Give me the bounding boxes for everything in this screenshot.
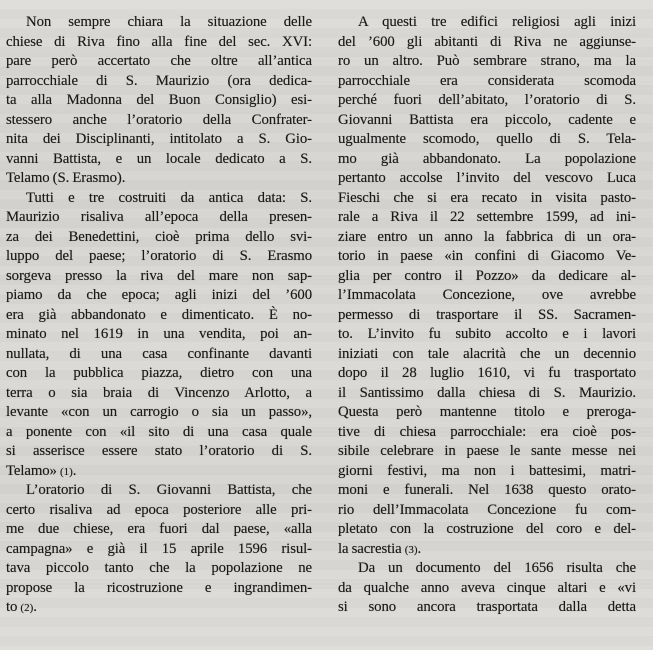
text-line: parrocchiale di S. Maurizio (ora dedica-: [6, 72, 312, 89]
text-line: chiese di Riva fino alla fine del sec. XVI:: [6, 33, 312, 50]
text-line: sorgeva presso la riva del mare non sap-: [6, 267, 312, 284]
text-line: minato nel 1619 in una vendita, poi an-: [6, 326, 312, 342]
text-line: moni e funerali. Nel 1638 questo orato-: [338, 482, 636, 498]
paragraph: [6, 189, 312, 482]
paragraph: [338, 559, 636, 618]
text-line: del ’600 gli abitanti di Riva ne aggiunse-: [338, 33, 636, 50]
text-line: parrocchiale era considerata scomoda: [338, 72, 636, 89]
text-line: a ponente con «il sito di una casa quale: [6, 423, 312, 440]
text-line: Fieschi che si era recato in visita pasto-: [338, 189, 636, 206]
text-line: tava piccolo tanto che la popolazione ne: [6, 560, 312, 576]
text-line: za dei Benedettini, cioè prima dello svi-: [6, 228, 312, 245]
text-line: torio in paese «in confini di Giacomo Ve-: [338, 248, 636, 264]
text-line: luppo del paese; l’oratorio di S. Erasmo: [6, 248, 312, 264]
text-line: giorni festivi, ma non i battesimi, matri-: [338, 462, 636, 479]
text-line: la sacrestia (3).: [338, 540, 422, 557]
text-line: nita dei Disciplinanti, intitolato a S. Gio-: [6, 131, 312, 147]
text-line: iniziati con tale alacrità che un decennio: [338, 345, 636, 362]
text-line: Maurizio risaliva all’epoca della presen-: [6, 209, 312, 225]
text-line: to. L’invito fu subito accolto e i lavori: [338, 326, 636, 342]
text-line: l’Immacolata Concezione, ove avrebbe: [338, 287, 636, 303]
paragraph: [6, 481, 312, 618]
footnote-marker: (3): [404, 543, 418, 556]
text-line: pletato con la costruzione del coro e del-: [338, 521, 636, 537]
text-line: terra o sia braia di Vincenzo Arlotto, a: [6, 384, 312, 401]
text-line: tive di chiesa parrocchiale: era cioè pos-: [338, 423, 636, 440]
text-line: L’oratorio di S. Giovanni Battista, che: [26, 482, 312, 498]
text-line: rio dell’Immacolata Concezione fu com-: [338, 501, 636, 518]
text-line: Telamo (S. Erasmo).: [6, 170, 126, 186]
text-line: da qualche anno aveva cinque altari e «vi: [338, 579, 636, 596]
text-line: perché fuori dell’abitato, l’oratorio di S.: [338, 92, 636, 108]
text-line: ziare entro un anno la fabbrica di un ora-: [338, 228, 636, 245]
text-line: sibile celebrare in paese le sante messe nei: [338, 443, 636, 459]
text-line: con la pubblica piazza, dietro con una: [6, 365, 312, 381]
text-line: il Santissimo dalla chiesa di S. Maurizio.: [338, 384, 636, 401]
text-line: levante «con un carrogio o sia un passo»,: [6, 404, 312, 420]
text-line: pertanto accolse l’invito del vescovo Luca: [338, 170, 636, 186]
footnote-marker: (2): [20, 602, 34, 614]
text-line: pare però accertato che oltre all’antica: [6, 53, 312, 69]
text-line: certo risaliva ad epoca posteriore alle pri-: [6, 501, 312, 518]
paragraph: [6, 13, 312, 189]
text-line: campagna» e già il 15 aprile 1596 risul-: [6, 540, 312, 557]
text-line: glia per contro il Pozzo» da dedicare al-: [338, 267, 636, 284]
text-line: dopo il 28 luglio 1610, vi fu trasportato: [338, 365, 636, 381]
text-line: permesso di trasportare il SS. Sacramen-: [338, 306, 636, 323]
text-line: si sono ancora trasportata dalla detta: [338, 599, 636, 615]
paragraph: [338, 13, 636, 559]
right-column: [338, 13, 636, 618]
text-line: ta alla Madonna del Buon Consiglio) esi-: [6, 92, 312, 108]
text-line: Telamo» (1).: [6, 462, 77, 479]
text-line: Questa però mantenne titolo e preroga-: [338, 404, 636, 420]
text-line: Non sempre chiara la situazione delle: [26, 14, 312, 30]
footnote-marker: (1): [59, 465, 73, 478]
text-line: to (2).: [6, 599, 37, 615]
text-line: vanni Battista, e un locale dedicato a S.: [6, 150, 312, 167]
text-line: era già abbandonato e dimenticato. È no-: [6, 306, 312, 323]
text-line: piamo da che epoca; agli inizi del ’600: [6, 287, 312, 303]
text-line: Giovanni Battista era piccolo, cadente e: [338, 111, 636, 128]
text-line: propose la ricostruzione e ingrandimen-: [6, 579, 312, 596]
text-line: rale a Riva il 22 settembre 1599, ad ini-: [338, 209, 636, 225]
text-line: A questi tre edifici religiosi agli inizi: [358, 14, 636, 30]
text-line: Tutti e tre costruiti da antica data: S.: [26, 189, 312, 206]
text-line: nullata, di una casa confinante davanti: [6, 345, 312, 362]
text-line: si asserisce essere stato l’oratorio di S.: [6, 443, 312, 459]
text-line: mo già abbandonato. La popolazione: [338, 150, 636, 167]
text-line: ugualmente scomodo, quello di S. Tela-: [338, 131, 636, 147]
text-line: ro un altro. Può sembrare strano, ma la: [338, 53, 636, 69]
text-line: me due chiese, era fuori dal paese, «alla: [6, 521, 312, 537]
text-line: Da un documento del 1656 risulta che: [358, 560, 636, 576]
text-line: stessero anche l’oratorio della Confrater-: [6, 111, 312, 128]
left-column: [6, 13, 312, 618]
